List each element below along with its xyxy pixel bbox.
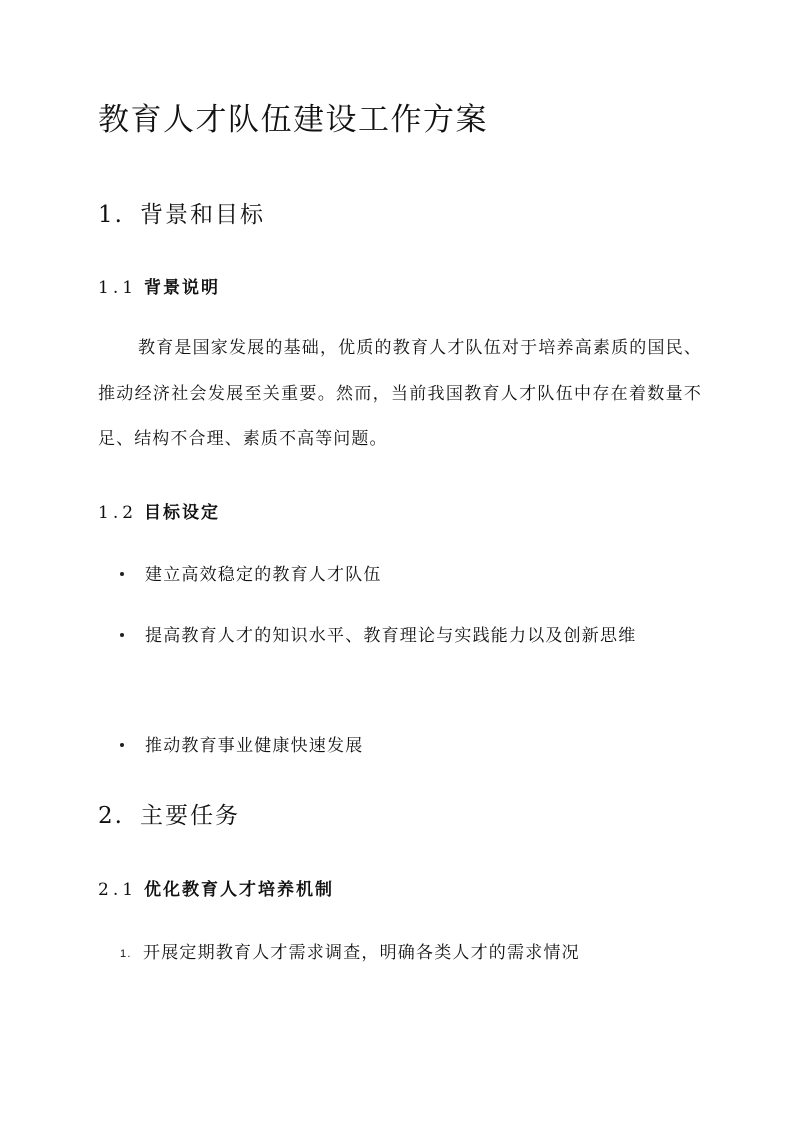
subsection-title: 优化教育人才培养机制 [144,880,334,900]
list-item-text: 建立高效稳定的教育人才队伍 [145,565,382,585]
subsection-number: 2.1 [98,880,138,900]
bullet-icon [120,743,124,747]
subsection-heading-2-1 [98,875,334,900]
background-paragraph: 教育是国家发展的基础，优质的教育人才队伍对于培养高素质的国民、推动经济社会发展至关重要。然而，当前我国教育人才队伍中存在着数量不足、结构不合理、素质不高等问题。 [98,338,702,450]
document-title: 教育人才队伍建设工作方案 [98,102,488,138]
list-item [120,548,680,603]
subsection-number: 1.2 [98,503,138,523]
list-item [120,609,680,664]
ordered-list-text: 开展定期教育人才需求调查，明确各类人才的需求情况 [143,943,580,963]
section-number: 2. [98,803,124,829]
bullet-icon [120,572,124,576]
subsection-title: 背景说明 [144,278,220,298]
list-item-text: 提高教育人才的知识水平、教育理论与实践能力以及创新思维 [145,626,637,646]
list-item-text: 推动教育事业健康快速发展 [145,736,364,756]
subsection-heading-1-2 [98,498,220,523]
subsection-heading-1-1 [98,273,220,298]
list-item [120,719,680,774]
section-number: 1. [98,202,124,228]
subsection-title: 目标设定 [144,503,220,523]
ordered-list-item [120,938,700,963]
subsection-number: 1.1 [98,278,138,298]
section-heading-2 [98,797,240,830]
section-heading-1 [98,196,265,229]
bullet-icon [120,633,124,637]
section-title: 背景和目标 [140,202,265,228]
section-title: 主要任务 [140,803,240,829]
ordered-list-number: 1. [120,948,132,960]
